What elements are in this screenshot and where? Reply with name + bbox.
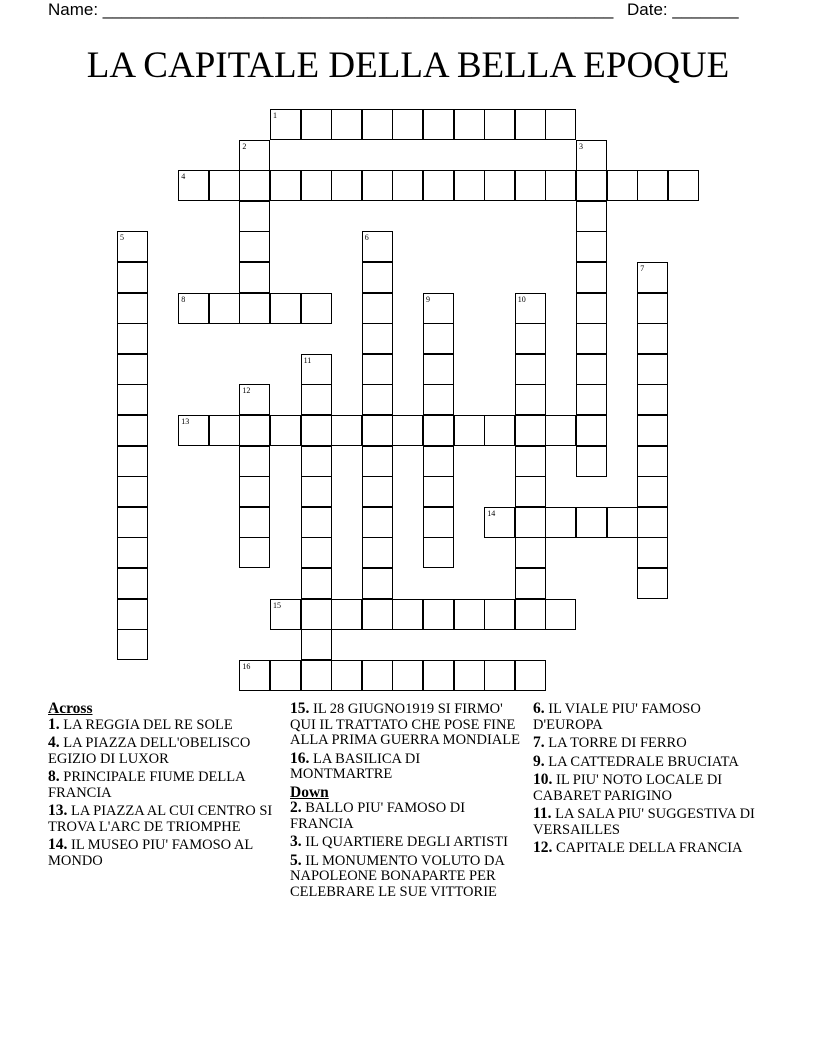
- clue-down-6: [533, 701, 763, 733]
- cell-number: 3: [579, 141, 583, 151]
- crossword-cell[interactable]: [362, 354, 393, 385]
- clue-text: LA PIAZZA AL CUI CENTRO SI TROVA L'ARC DE TRIOMPHE: [48, 803, 273, 835]
- clue-down-12: [533, 840, 763, 857]
- crossword-cell[interactable]: [362, 446, 393, 477]
- clue-across-8: [48, 769, 273, 801]
- crossword-cell[interactable]: [362, 537, 393, 568]
- crossword-cell[interactable]: [545, 415, 576, 446]
- crossword-cell[interactable]: [331, 109, 362, 140]
- crossword-cell[interactable]: [423, 354, 454, 385]
- crossword-cell[interactable]: [515, 599, 546, 630]
- crossword-cell[interactable]: [362, 109, 393, 140]
- crossword-cell[interactable]: [270, 170, 301, 201]
- crossword-cell[interactable]: [637, 507, 668, 538]
- clue-text: IL PIU' NOTO LOCALE DI CABARET PARIGINO: [533, 772, 723, 804]
- crossword-cell[interactable]: [209, 415, 240, 446]
- crossword-cell[interactable]: [484, 507, 515, 538]
- crossword-cell[interactable]: [362, 599, 393, 630]
- crossword-cell[interactable]: [117, 629, 148, 660]
- crossword-cell[interactable]: [423, 507, 454, 538]
- crossword-cell[interactable]: [484, 170, 515, 201]
- crossword-cell[interactable]: [515, 323, 546, 354]
- crossword-cell[interactable]: [423, 660, 454, 691]
- crossword-cell[interactable]: [209, 170, 240, 201]
- clue-across-1: [48, 717, 273, 734]
- crossword-cell[interactable]: [239, 446, 270, 477]
- crossword-cell[interactable]: [545, 599, 576, 630]
- crossword-cell[interactable]: [117, 568, 148, 599]
- cell-number: 16: [242, 661, 251, 671]
- clue-text: IL 28 GIUGNO1919 SI FIRMO' QUI IL TRATTATO CHE POSE FINE ALLA PRIMA GUERRA MONDIALE: [290, 701, 520, 748]
- crossword-cell[interactable]: [576, 170, 607, 201]
- crossword-cell[interactable]: [423, 109, 454, 140]
- crossword-cell[interactable]: [117, 384, 148, 415]
- crossword-cell[interactable]: [515, 446, 546, 477]
- clue-number: 1.: [48, 715, 60, 733]
- crossword-cell[interactable]: [270, 599, 301, 630]
- crossword-cell[interactable]: [178, 415, 209, 446]
- clue-text: BALLO PIU' FAMOSO DI FRANCIA: [290, 800, 466, 832]
- clues-column-3: [533, 701, 763, 859]
- crossword-cell[interactable]: [454, 109, 485, 140]
- crossword-cell[interactable]: [117, 415, 148, 446]
- crossword-cell[interactable]: [239, 140, 270, 171]
- crossword-cell[interactable]: [331, 660, 362, 691]
- crossword-cell[interactable]: [423, 476, 454, 507]
- crossword-cell[interactable]: [301, 599, 332, 630]
- crossword-cell[interactable]: [362, 170, 393, 201]
- crossword-cell[interactable]: [239, 293, 270, 324]
- clue-number: 7.: [533, 734, 545, 751]
- crossword-cell[interactable]: [515, 415, 546, 446]
- crossword-cell[interactable]: [576, 354, 607, 385]
- clue-number: 4.: [48, 734, 60, 751]
- crossword-cell[interactable]: [576, 140, 607, 171]
- cell-number: 7: [640, 264, 645, 273]
- crossword-cell[interactable]: [301, 537, 332, 568]
- crossword-cell[interactable]: [515, 537, 546, 568]
- crossword-cell[interactable]: [239, 170, 270, 201]
- date-field-label: Date: _______: [627, 0, 739, 19]
- crossword-cell[interactable]: [484, 660, 515, 691]
- crossword-cell[interactable]: [454, 415, 485, 446]
- crossword-cell[interactable]: [362, 568, 393, 599]
- crossword-cell[interactable]: [637, 170, 668, 201]
- crossword-cell[interactable]: [637, 568, 668, 599]
- crossword-cell[interactable]: [515, 660, 546, 691]
- crossword-cell[interactable]: [607, 507, 638, 538]
- crossword-cell[interactable]: [301, 446, 332, 477]
- crossword-cell[interactable]: [209, 293, 240, 324]
- down-heading: Down: [290, 783, 329, 801]
- crossword-cell[interactable]: [454, 599, 485, 630]
- crossword-cell[interactable]: [301, 384, 332, 415]
- crossword-cell[interactable]: [515, 507, 546, 538]
- crossword-cell[interactable]: [392, 415, 423, 446]
- clue-number: 15.: [290, 700, 310, 717]
- crossword-cell[interactable]: [301, 476, 332, 507]
- crossword-cell[interactable]: [545, 109, 576, 140]
- cell-number: 11: [303, 355, 312, 365]
- crossword-cell[interactable]: [301, 354, 332, 385]
- crossword-cell[interactable]: [301, 507, 332, 538]
- crossword-cell[interactable]: [239, 262, 270, 293]
- clue-text: LA REGGIA DEL RE SOLE: [63, 716, 233, 733]
- clue-down-11: [533, 806, 763, 838]
- clue-down-10: [533, 772, 763, 804]
- crossword-cell[interactable]: [362, 660, 393, 691]
- clue-across-4: [48, 735, 273, 767]
- crossword-cell[interactable]: [545, 170, 576, 201]
- crossword-cell[interactable]: [423, 537, 454, 568]
- crossword-cell[interactable]: [392, 170, 423, 201]
- crossword-cell[interactable]: [117, 599, 148, 630]
- crossword-cell[interactable]: [239, 231, 270, 262]
- clue-number: 12.: [533, 839, 553, 856]
- clue-down-3: [290, 834, 525, 851]
- crossword-cell[interactable]: [117, 293, 148, 324]
- clue-number: 9.: [533, 752, 545, 770]
- crossword-cell[interactable]: [637, 476, 668, 507]
- crossword-cell[interactable]: [484, 109, 515, 140]
- clue-number: 8.: [48, 768, 60, 785]
- crossword-cell[interactable]: [117, 476, 148, 507]
- crossword-cell[interactable]: [362, 384, 393, 415]
- crossword-cell[interactable]: [515, 476, 546, 507]
- crossword-cell[interactable]: [331, 599, 362, 630]
- crossword-cell[interactable]: [576, 293, 607, 324]
- clue-text: LA BASILICA DI MONTMARTRE: [290, 750, 421, 782]
- crossword-cell[interactable]: [362, 231, 393, 262]
- clue-text: IL MUSEO PIU' FAMOSO AL MONDO: [48, 837, 253, 869]
- cell-number: 13: [181, 417, 190, 426]
- clue-across-14: [48, 837, 273, 869]
- crossword-cell[interactable]: [637, 446, 668, 477]
- clue-text: IL QUARTIERE DEGLI ARTISTI: [305, 834, 508, 850]
- crossword-cell[interactable]: [576, 507, 607, 538]
- crossword-cell[interactable]: [117, 231, 148, 262]
- clue-down-9: [533, 754, 763, 771]
- crossword-cell[interactable]: [637, 293, 668, 324]
- name-field-label: Name: ______________________________________________________: [48, 0, 614, 19]
- clue-text: LA SALA PIU' SUGGESTIVA DI VERSAILLES: [533, 806, 755, 838]
- crossword-cell[interactable]: [484, 415, 515, 446]
- page-title: LA CAPITALE DELLA BELLA EPOQUE: [86, 45, 730, 86]
- crossword-cell[interactable]: [637, 537, 668, 568]
- crossword-cell[interactable]: [576, 231, 607, 262]
- crossword-cell[interactable]: [301, 568, 332, 599]
- cell-number: 12: [242, 386, 251, 396]
- crossword-cell[interactable]: [515, 293, 546, 324]
- cell-number: 2: [242, 141, 247, 151]
- clue-text: LA PIAZZA DELL'OBELISCO EGIZIO DI LUXOR: [48, 735, 251, 767]
- cell-number: 4: [181, 172, 186, 182]
- cell-number: 15: [273, 600, 281, 610]
- crossword-cell[interactable]: [270, 660, 301, 691]
- crossword-cell[interactable]: [576, 201, 607, 232]
- crossword-cell[interactable]: [362, 415, 393, 446]
- crossword-cell[interactable]: [484, 599, 515, 630]
- clue-number: 11.: [533, 805, 552, 822]
- crossword-cell[interactable]: [423, 415, 454, 446]
- crossword-cell[interactable]: [178, 170, 209, 201]
- crossword-cell[interactable]: [362, 293, 393, 324]
- crossword-cell[interactable]: [239, 201, 270, 232]
- crossword-cell[interactable]: [117, 446, 148, 477]
- crossword-cell[interactable]: [515, 568, 546, 599]
- crossword-cell[interactable]: [270, 293, 301, 324]
- crossword-cell[interactable]: [331, 415, 362, 446]
- crossword-cell[interactable]: [301, 109, 332, 140]
- clue-number: 14.: [48, 836, 68, 853]
- crossword-cell[interactable]: [576, 262, 607, 293]
- crossword-cell[interactable]: [270, 415, 301, 446]
- cell-number: 9: [426, 294, 430, 304]
- crossword-cell[interactable]: [117, 323, 148, 354]
- clue-text: LA CATTEDRALE BRUCIATA: [548, 753, 739, 770]
- crossword-cell[interactable]: [117, 507, 148, 538]
- crossword-cell[interactable]: [178, 293, 209, 324]
- crossword-cell[interactable]: [515, 109, 546, 140]
- crossword-cell[interactable]: [454, 660, 485, 691]
- cell-number: 14: [487, 508, 496, 518]
- clues-column-1: [48, 701, 273, 871]
- clue-text: IL VIALE PIU' FAMOSO D'EUROPA: [533, 701, 701, 733]
- crossword-cell[interactable]: [423, 170, 454, 201]
- crossword-cell[interactable]: [117, 354, 148, 385]
- clue-number: 16.: [290, 749, 310, 767]
- clue-text: LA TORRE DI FERRO: [548, 735, 687, 751]
- cell-number: 1: [273, 111, 277, 120]
- cell-number: 6: [364, 233, 369, 243]
- clue-text: CAPITALE DELLA FRANCIA: [556, 840, 743, 856]
- crossword-cell[interactable]: [301, 170, 332, 201]
- crossword-cell[interactable]: [576, 415, 607, 446]
- clue-across-15: [290, 701, 525, 749]
- clue-number: 10.: [533, 771, 553, 788]
- crossword-cell[interactable]: [637, 323, 668, 354]
- clue-number: 3.: [290, 833, 302, 850]
- crossword-cell[interactable]: [545, 507, 576, 538]
- crossword-cell[interactable]: [239, 507, 270, 538]
- crossword-cell[interactable]: [423, 446, 454, 477]
- crossword-cell[interactable]: [637, 384, 668, 415]
- crossword-cell[interactable]: [515, 354, 546, 385]
- clue-down-7: [533, 735, 763, 752]
- crossword-cell[interactable]: [239, 476, 270, 507]
- crossword-cell[interactable]: [362, 507, 393, 538]
- crossword-cell[interactable]: [301, 293, 332, 324]
- cell-number: 10: [517, 294, 526, 304]
- crossword-cell[interactable]: [392, 599, 423, 630]
- crossword-cell[interactable]: [301, 629, 332, 660]
- crossword-cell[interactable]: [637, 262, 668, 293]
- crossword-cell[interactable]: [331, 170, 362, 201]
- crossword-cell[interactable]: [637, 415, 668, 446]
- crossword-cell[interactable]: [301, 660, 332, 691]
- crossword-cell[interactable]: [423, 293, 454, 324]
- crossword-cell[interactable]: [362, 476, 393, 507]
- crossword-cell[interactable]: [515, 384, 546, 415]
- crossword-cell[interactable]: [270, 109, 301, 140]
- crossword-cell[interactable]: [576, 446, 607, 477]
- crossword-cell[interactable]: [239, 537, 270, 568]
- clues-column-2: [290, 701, 525, 902]
- clue-number: 6.: [533, 700, 545, 717]
- crossword-cell[interactable]: [117, 262, 148, 293]
- crossword-cell[interactable]: [576, 384, 607, 415]
- crossword-cell[interactable]: [454, 170, 485, 201]
- crossword-cell[interactable]: [423, 323, 454, 354]
- clue-text: PRINCIPALE FIUME DELLA FRANCIA: [48, 769, 245, 801]
- clue-number: 5.: [290, 851, 302, 869]
- crossword-cell[interactable]: [423, 384, 454, 415]
- clue-text: IL MONUMENTO VOLUTO DA NAPOLEONE BONAPARTE PER CELEBRARE LE SUE VITTORIE: [290, 852, 505, 900]
- crossword-cell[interactable]: [392, 660, 423, 691]
- clue-number: 2.: [290, 799, 302, 816]
- cell-number: 8: [181, 294, 186, 304]
- crossword-cell[interactable]: [392, 109, 423, 140]
- clue-down-5: [290, 853, 525, 901]
- crossword-cell[interactable]: [423, 599, 454, 630]
- crossword-cell[interactable]: [515, 170, 546, 201]
- crossword-cell[interactable]: [362, 262, 393, 293]
- crossword-cell[interactable]: [117, 537, 148, 568]
- clue-down-2: [290, 800, 525, 832]
- clue-across-13: [48, 803, 273, 835]
- crossword-cell[interactable]: [239, 660, 270, 691]
- crossword-cell[interactable]: [239, 384, 270, 415]
- crossword-cell[interactable]: [239, 415, 270, 446]
- crossword-cell[interactable]: [607, 170, 638, 201]
- crossword-cell[interactable]: [668, 170, 699, 201]
- crossword-cell[interactable]: [301, 415, 332, 446]
- cell-number: 5: [120, 233, 124, 243]
- crossword-cell[interactable]: [362, 323, 393, 354]
- crossword-cell[interactable]: [637, 354, 668, 385]
- crossword-cell[interactable]: [576, 323, 607, 354]
- clue-across-16: [290, 751, 525, 783]
- clue-number: 13.: [48, 802, 68, 819]
- across-heading: Across: [48, 700, 93, 717]
